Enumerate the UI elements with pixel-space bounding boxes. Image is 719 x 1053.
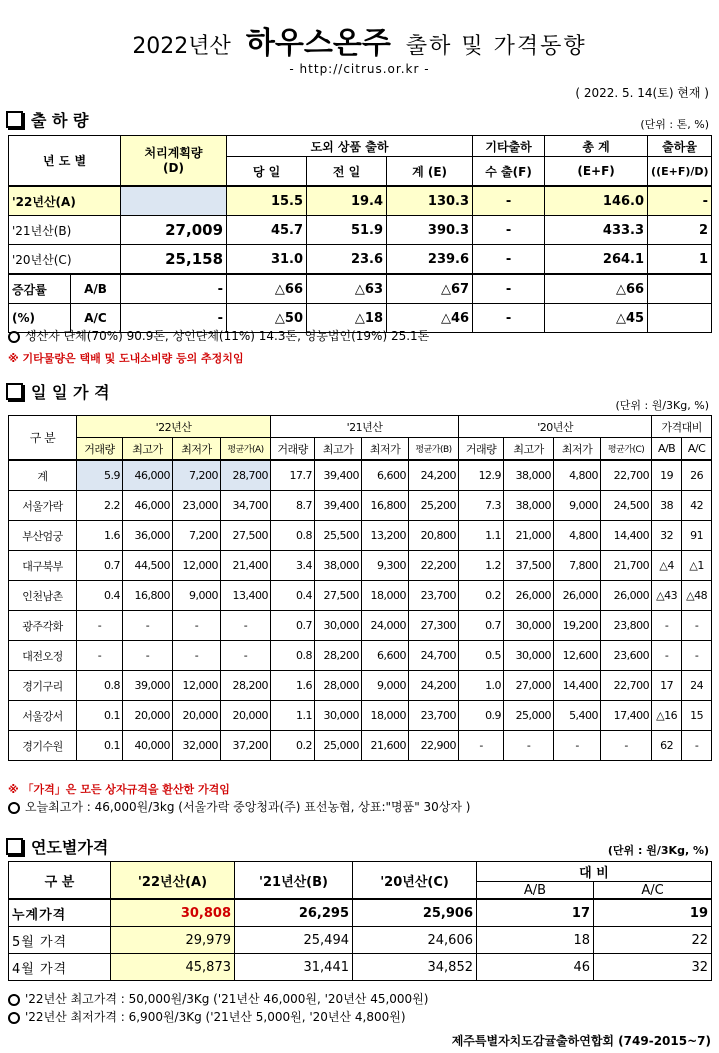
price-cell: 25,200 (409, 491, 459, 521)
price-cell: 21,700 (601, 551, 652, 581)
price-cell: 46,000 (123, 460, 173, 491)
yearly-row-c: 25,906 (353, 899, 477, 927)
site-url[interactable]: - http://citrus.or.kr - (289, 62, 430, 76)
row-plan: 25,158 (121, 245, 227, 275)
price-cell: 44,500 (123, 551, 173, 581)
price-cell: 0.4 (271, 581, 315, 611)
price-cell: - (652, 611, 682, 641)
change-plan: - (121, 274, 227, 304)
shipment-note-2: ※ 기타물량은 택배 및 도내소비량 등의 추정치임 (8, 352, 244, 365)
price-cell: 7,200 (173, 460, 221, 491)
price-cell: △16 (652, 701, 682, 731)
price-cell: 0.1 (77, 731, 123, 761)
shipment-unit: (단위 : 톤, %) (640, 118, 709, 131)
price-cell: 1.0 (459, 671, 504, 701)
market-name: 서울가락 (9, 491, 77, 521)
price-cell: - (221, 611, 271, 641)
change-other: - (473, 274, 545, 304)
price-cell: 40,000 (123, 731, 173, 761)
header-ac: A/C (682, 438, 712, 461)
table-row (9, 491, 712, 521)
daily-table-body (9, 460, 712, 761)
daily-section-title (6, 380, 110, 403)
row-rate: - (648, 186, 712, 216)
market-name: 계 (9, 460, 77, 491)
yearly-row-a: 30,808 (111, 899, 235, 927)
daily-note-1: ※ 「가격」은 모든 상자규격을 환산한 가격임 (8, 783, 230, 796)
yearly-row-ac: 22 (594, 927, 712, 954)
row-other: - (473, 245, 545, 275)
shipment-title-text: 출 하 량 (31, 111, 89, 130)
change-total: △67 (387, 274, 473, 304)
table-row (9, 581, 712, 611)
row-today: 15.5 (227, 186, 307, 216)
price-cell: 9,300 (362, 551, 409, 581)
price-cell: 32 (652, 521, 682, 551)
price-cell: 17 (652, 671, 682, 701)
header-max: 최고가 (504, 438, 554, 461)
yearly-unit: (단위 : 원/3Kg, %) (607, 844, 709, 857)
daily-title-text: 일 일 가 격 (31, 383, 110, 402)
price-cell: 12.9 (459, 460, 504, 491)
change-total: △46 (387, 304, 473, 333)
price-cell: 24,500 (601, 491, 652, 521)
price-cell: 7.3 (459, 491, 504, 521)
row-sum: 146.0 (545, 186, 648, 216)
price-cell: 9,000 (554, 491, 601, 521)
header-rate-bottom: ((E+F)/D) (648, 157, 712, 187)
price-cell: 39,400 (315, 460, 362, 491)
price-cell: - (173, 611, 221, 641)
market-name: 대전오정 (9, 641, 77, 671)
yearly-row-label: 누계가격 (9, 899, 111, 927)
shipment-note-1-text: 생산자 단체(70%) 90.9톤, 상인단체(11%) 14.3톤, 영농법인(19%) 25.1톤 (25, 329, 430, 343)
header-avg-c: 평균가(C) (601, 438, 652, 461)
price-cell: 19 (652, 460, 682, 491)
shipment-note-1 (8, 327, 429, 344)
header-ac: A/C (594, 882, 712, 900)
header-max: 최고가 (123, 438, 173, 461)
table-row (9, 731, 712, 761)
header-min: 최저가 (554, 438, 601, 461)
header-min: 최저가 (362, 438, 409, 461)
price-cell: 26,000 (504, 581, 554, 611)
price-cell: - (77, 641, 123, 671)
yearly-note-2-text: '22년산 최저가격 : 6,900원/3Kg ('21년산 5,000원, '20년산 4,800원) (25, 1010, 406, 1024)
price-cell: 2.2 (77, 491, 123, 521)
row-prev: 51.9 (307, 216, 387, 245)
price-cell: 26 (682, 460, 712, 491)
price-cell: - (652, 641, 682, 671)
yearly-price-table (8, 861, 712, 981)
daily-note-2 (8, 798, 471, 815)
change-prev: △63 (307, 274, 387, 304)
yearly-row-c: 34,852 (353, 954, 477, 981)
price-cell: 16,800 (362, 491, 409, 521)
price-cell: 14,400 (601, 521, 652, 551)
price-cell: 12,600 (554, 641, 601, 671)
as-of-date: ( 2022. 5. 14(토) 현재 ) (575, 86, 709, 100)
price-cell: 36,000 (123, 521, 173, 551)
bullet-circle-icon (8, 331, 20, 343)
price-cell: 0.1 (77, 701, 123, 731)
price-cell: 32,000 (173, 731, 221, 761)
table-row (9, 611, 712, 641)
market-name: 인천남촌 (9, 581, 77, 611)
daily-unit: (단위 : 원/3Kg, %) (615, 399, 709, 412)
price-cell: △43 (652, 581, 682, 611)
table-row (9, 460, 712, 491)
price-cell: 39,000 (123, 671, 173, 701)
price-cell: 23,800 (601, 611, 652, 641)
price-cell: 39,400 (315, 491, 362, 521)
price-cell: 4,800 (554, 460, 601, 491)
price-cell: 23,700 (409, 701, 459, 731)
footer-organization: 제주특별자치도감귤출하연합회 (749-2015~7) (451, 1034, 711, 1048)
price-cell: 21,400 (221, 551, 271, 581)
price-cell: 30,000 (504, 641, 554, 671)
change-sum: △66 (545, 274, 648, 304)
price-cell: 6,600 (362, 460, 409, 491)
price-cell: 19,200 (554, 611, 601, 641)
yearly-section-title (6, 835, 108, 858)
price-cell: 22,900 (409, 731, 459, 761)
bullet-circle-icon (8, 994, 20, 1006)
market-name: 대구북부 (9, 551, 77, 581)
price-cell: 0.5 (459, 641, 504, 671)
header-min: 최저가 (173, 438, 221, 461)
price-cell: 8.7 (271, 491, 315, 521)
price-cell: 24,700 (409, 641, 459, 671)
price-cell: 22,200 (409, 551, 459, 581)
price-cell: 18,000 (362, 581, 409, 611)
price-cell: 22,700 (601, 460, 652, 491)
price-cell: 38,000 (504, 460, 554, 491)
price-cell: 5,400 (554, 701, 601, 731)
header-group-21: '21년산 (271, 416, 459, 438)
price-cell: 24,200 (409, 671, 459, 701)
price-cell: 22,700 (601, 671, 652, 701)
price-cell: 91 (682, 521, 712, 551)
header-gubun: 구 분 (9, 862, 111, 900)
price-cell: 20,000 (123, 701, 173, 731)
row-total: 390.3 (387, 216, 473, 245)
header-ab: A/B (652, 438, 682, 461)
price-cell: 23,700 (409, 581, 459, 611)
price-cell: 0.8 (77, 671, 123, 701)
price-cell: - (682, 611, 712, 641)
price-cell: 23,600 (601, 641, 652, 671)
header-a: '22년산(A) (111, 862, 235, 900)
table-row (9, 641, 712, 671)
header-today: 당 일 (227, 157, 307, 187)
yearly-row-a: 45,873 (111, 954, 235, 981)
price-cell: 4,800 (554, 521, 601, 551)
price-cell: 1.2 (459, 551, 504, 581)
yearly-note-2 (8, 1008, 406, 1025)
price-cell: 7,200 (173, 521, 221, 551)
table-row (9, 671, 712, 701)
bullet-circle-icon (8, 802, 20, 814)
price-cell: △4 (652, 551, 682, 581)
change-sum: △45 (545, 304, 648, 333)
row-other: - (473, 216, 545, 245)
checkbox-square-icon (6, 838, 23, 855)
price-cell: 46,000 (123, 491, 173, 521)
market-name: 광주각화 (9, 611, 77, 641)
price-cell: 28,700 (221, 460, 271, 491)
yearly-row-ac: 19 (594, 899, 712, 927)
report-title (0, 18, 719, 66)
row-rate: 2 (648, 216, 712, 245)
change-other: - (473, 304, 545, 333)
row-plan (121, 186, 227, 216)
header-other-bottom: 수 출(F) (473, 157, 545, 187)
yearly-row-label: 4월 가격 (9, 954, 111, 981)
header-b: '21년산(B) (235, 862, 353, 900)
price-cell: 9,000 (173, 581, 221, 611)
price-cell: 12,000 (173, 671, 221, 701)
header-avg-b: 평균가(B) (409, 438, 459, 461)
price-cell: 24,000 (362, 611, 409, 641)
price-cell: 30,000 (315, 611, 362, 641)
price-cell: 42 (682, 491, 712, 521)
price-cell: 24,200 (409, 460, 459, 491)
price-cell: 1.1 (271, 701, 315, 731)
price-cell: 20,000 (173, 701, 221, 731)
price-cell: 3.4 (271, 551, 315, 581)
price-cell: - (682, 731, 712, 761)
price-cell: 0.7 (271, 611, 315, 641)
price-cell: 25,500 (315, 521, 362, 551)
header-ab: A/B (477, 882, 594, 900)
price-cell: 30,000 (504, 611, 554, 641)
price-cell: 28,000 (315, 671, 362, 701)
change-prev: △18 (307, 304, 387, 333)
header-sum-bottom: (E+F) (545, 157, 648, 187)
header-sum-top: 총 계 (545, 136, 648, 157)
row-label: '21년산(B) (9, 216, 121, 245)
header-compare: 대 비 (477, 862, 712, 882)
market-name: 경기구리 (9, 671, 77, 701)
price-cell: 38,000 (315, 551, 362, 581)
price-cell: 17,400 (601, 701, 652, 731)
yearly-title-text: 연도별가격 (31, 838, 109, 857)
price-cell: 1.6 (271, 671, 315, 701)
title-subtitle: 출하 및 가격동향 (405, 34, 587, 59)
price-cell: 30,000 (315, 701, 362, 731)
price-cell: - (77, 611, 123, 641)
yearly-row-b: 31,441 (235, 954, 353, 981)
yearly-row-ac: 32 (594, 954, 712, 981)
yearly-row-b: 26,295 (235, 899, 353, 927)
header-volume: 거래량 (271, 438, 315, 461)
market-name: 서울강서 (9, 701, 77, 731)
header-group-ratio: 가격대비 (652, 416, 712, 438)
price-cell: 24 (682, 671, 712, 701)
row-other: - (473, 186, 545, 216)
header-group-20: '20년산 (459, 416, 652, 438)
price-cell: 21,000 (504, 521, 554, 551)
price-cell: 27,000 (504, 671, 554, 701)
row-sum: 264.1 (545, 245, 648, 275)
price-cell: 0.8 (271, 641, 315, 671)
header-max: 최고가 (315, 438, 362, 461)
row-total: 130.3 (387, 186, 473, 216)
daily-note-2-text: 오늘최고가 : 46,000원/3kg (서울가락 중앙청과(주) 표선농협, 상표:"명품" 30상자 ) (25, 800, 471, 814)
header-other-top: 기타출하 (473, 136, 545, 157)
price-cell: 6,600 (362, 641, 409, 671)
price-cell: 28,200 (315, 641, 362, 671)
price-cell: 23,000 (173, 491, 221, 521)
yearly-row-label: 5월 가격 (9, 927, 111, 954)
change-label-top: 증감률 (9, 274, 71, 304)
header-volume: 거래량 (77, 438, 123, 461)
price-cell: - (123, 611, 173, 641)
change-row-label: A/C (71, 304, 121, 333)
price-cell: 20,000 (221, 701, 271, 731)
row-total: 239.6 (387, 245, 473, 275)
daily-price-table (8, 415, 712, 761)
header-volume: 거래량 (459, 438, 504, 461)
row-sum: 433.3 (545, 216, 648, 245)
price-cell: 15 (682, 701, 712, 731)
checkbox-square-icon (6, 383, 23, 400)
price-cell: 0.8 (271, 521, 315, 551)
price-cell: 26,000 (554, 581, 601, 611)
price-cell: 18,000 (362, 701, 409, 731)
price-cell: 7,800 (554, 551, 601, 581)
price-cell: 1.1 (459, 521, 504, 551)
header-rate-top: 출하율 (648, 136, 712, 157)
price-cell: 17.7 (271, 460, 315, 491)
price-cell: 0.7 (459, 611, 504, 641)
yearly-row-b: 25,494 (235, 927, 353, 954)
change-empty (648, 274, 712, 304)
price-cell: 13,400 (221, 581, 271, 611)
price-cell: 9,000 (362, 671, 409, 701)
price-cell: 25,000 (504, 701, 554, 731)
header-gubun: 구 분 (9, 416, 77, 461)
price-cell: - (682, 641, 712, 671)
change-today: △66 (227, 274, 307, 304)
row-label: '20년산(C) (9, 245, 121, 275)
price-cell: 37,500 (504, 551, 554, 581)
price-cell: △48 (682, 581, 712, 611)
price-cell: 0.2 (271, 731, 315, 761)
price-cell: - (601, 731, 652, 761)
price-cell: 34,700 (221, 491, 271, 521)
price-cell: - (459, 731, 504, 761)
table-row (9, 521, 712, 551)
yearly-note-1 (8, 990, 428, 1007)
price-cell: 5.9 (77, 460, 123, 491)
price-cell: 21,600 (362, 731, 409, 761)
row-today: 31.0 (227, 245, 307, 275)
row-today: 45.7 (227, 216, 307, 245)
change-today: △50 (227, 304, 307, 333)
price-cell: 16,800 (123, 581, 173, 611)
header-c: '20년산(C) (353, 862, 477, 900)
yearly-row-ab: 46 (477, 954, 594, 981)
price-cell: 25,000 (315, 731, 362, 761)
change-label-bottom: (%) (9, 304, 71, 333)
shipment-table (8, 135, 712, 333)
price-cell: 0.7 (77, 551, 123, 581)
header-year: 년 도 별 (9, 136, 121, 187)
price-cell: 38,000 (504, 491, 554, 521)
yearly-row-ab: 17 (477, 899, 594, 927)
row-rate: 1 (648, 245, 712, 275)
header-group-22: '22년산 (77, 416, 271, 438)
price-cell: - (554, 731, 601, 761)
title-product: 하우스온주 (245, 26, 391, 61)
price-cell: 38 (652, 491, 682, 521)
yearly-row-c: 24,606 (353, 927, 477, 954)
yearly-note-1-text: '22년산 최고가격 : 50,000원/3Kg ('21년산 46,000원, '20년산 45,000원) (25, 992, 429, 1006)
price-cell: - (504, 731, 554, 761)
price-cell: - (123, 641, 173, 671)
header-total: 계 (E) (387, 157, 473, 187)
price-cell: 0.4 (77, 581, 123, 611)
price-cell: △1 (682, 551, 712, 581)
price-cell: 62 (652, 731, 682, 761)
change-plan: - (121, 304, 227, 333)
yearly-row-a: 29,979 (111, 927, 235, 954)
row-label: '22년산(A) (9, 186, 121, 216)
header-plan: 처리계획량 (D) (121, 136, 227, 187)
change-row-label: A/B (71, 274, 121, 304)
bullet-circle-icon (8, 1012, 20, 1024)
price-cell: 13,200 (362, 521, 409, 551)
price-cell: 28,200 (221, 671, 271, 701)
table-row (9, 551, 712, 581)
price-cell: 0.9 (459, 701, 504, 731)
row-plan: 27,009 (121, 216, 227, 245)
header-domestic: 도외 상품 출하 (227, 136, 473, 157)
price-cell: 37,200 (221, 731, 271, 761)
market-name: 경기수원 (9, 731, 77, 761)
shipment-section-title (6, 108, 89, 131)
price-cell: 1.6 (77, 521, 123, 551)
price-cell: 27,500 (221, 521, 271, 551)
row-prev: 19.4 (307, 186, 387, 216)
price-cell: 27,300 (409, 611, 459, 641)
row-prev: 23.6 (307, 245, 387, 275)
price-cell: - (221, 641, 271, 671)
title-year: 2022년산 (132, 34, 231, 59)
yearly-row-ab: 18 (477, 927, 594, 954)
header-avg-a: 평균가(A) (221, 438, 271, 461)
checkbox-square-icon (6, 111, 23, 128)
market-name: 부산엄궁 (9, 521, 77, 551)
table-row (9, 701, 712, 731)
price-cell: - (173, 641, 221, 671)
header-prev: 전 일 (307, 157, 387, 187)
price-cell: 0.2 (459, 581, 504, 611)
price-cell: 12,000 (173, 551, 221, 581)
price-cell: 27,500 (315, 581, 362, 611)
price-cell: 26,000 (601, 581, 652, 611)
price-cell: 14,400 (554, 671, 601, 701)
price-cell: 20,800 (409, 521, 459, 551)
change-empty (648, 304, 712, 333)
